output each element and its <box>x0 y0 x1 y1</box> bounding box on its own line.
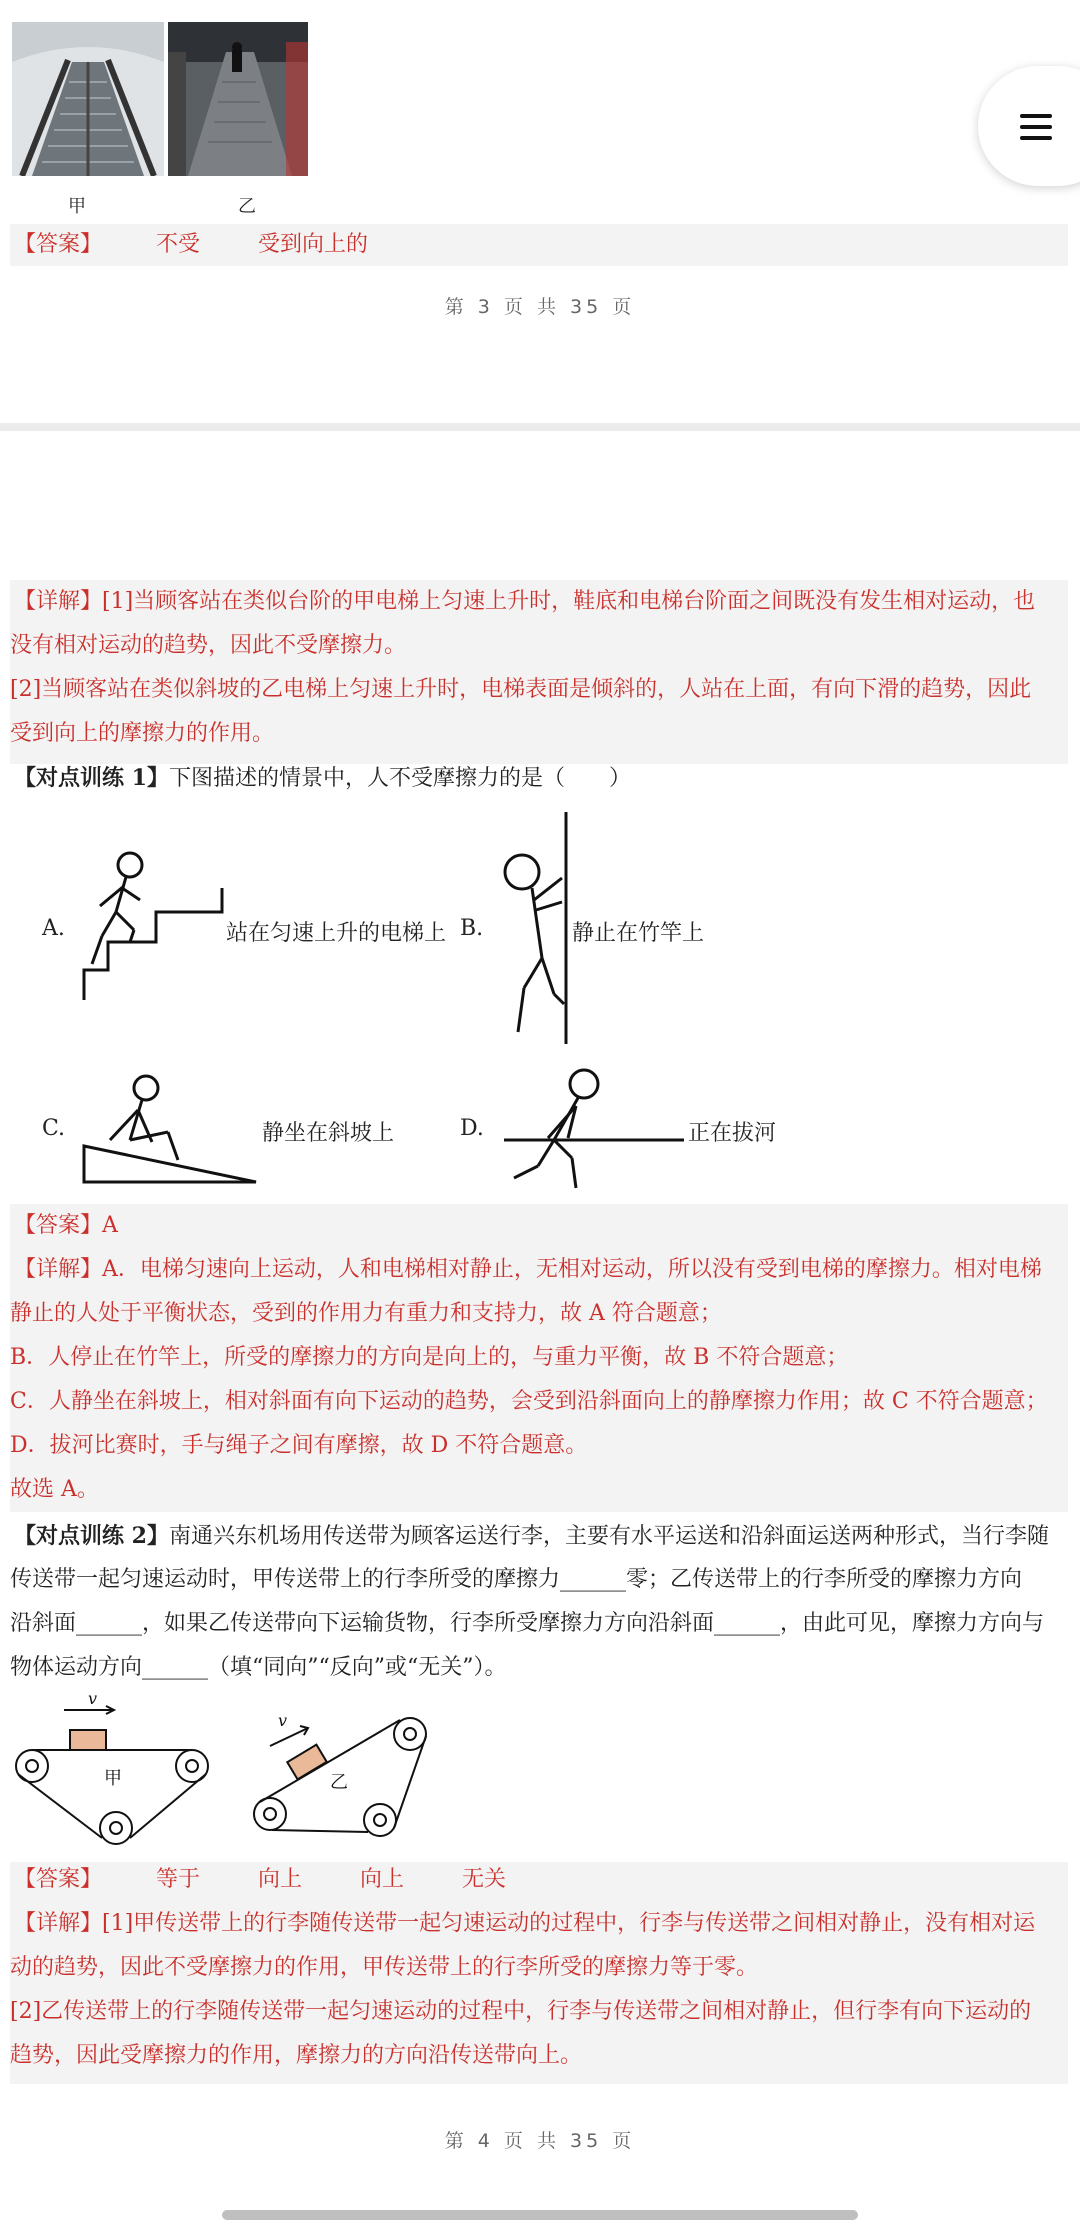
q1-option-d-letter: D. <box>460 1116 484 1141</box>
detail1-line-4: 受到向上的摩擦力的作用。 <box>10 721 275 746</box>
stickman-tug-of-war-figure <box>500 1066 690 1192</box>
q1-detail-line-1: 【详解】A．电梯匀速向上运动，人和电梯相对静止，无相对运动，所以没有受到电梯的摩擦力。相对电梯 <box>14 1257 1042 1282</box>
detail1-line-2: 没有相对运动的趋势，因此不受摩擦力。 <box>10 633 407 658</box>
menu-button[interactable] <box>978 66 1080 186</box>
horizontal-scrollbar[interactable] <box>222 2210 858 2220</box>
q2-line-3: 沿斜面______，如果乙传送带向下运输货物，行李所受摩擦力方向沿斜面______，由此可见，摩擦力方向与 <box>10 1611 1045 1636</box>
page-footer-4: 第 4 页 共 35 页 <box>444 2130 636 2152</box>
q2-answer-value-3: 向上 <box>360 1867 405 1892</box>
q2-answer-value-2: 向上 <box>258 1867 303 1892</box>
q1-detail-line-4: C．人静坐在斜坡上，相对斜面有向下运动的趋势，会受到沿斜面向上的静摩擦力作用；故 C 不符合题意； <box>10 1389 1048 1414</box>
answer-value-top-1: 不受 <box>156 232 201 257</box>
velocity-label-yi: v <box>278 1711 288 1730</box>
q2-detail-line-1: 【详解】[1]甲传送带上的行李随传送带一起匀速运动的过程中，行李与传送带之间相对静止，没有相对运 <box>14 1911 1036 1936</box>
q1-stem: 下图描述的情景中，人不受摩擦力的是（ ） <box>168 766 631 791</box>
hamburger-menu-icon <box>1020 114 1052 118</box>
photo-caption-jia: 甲 <box>68 196 86 217</box>
q2-detail-line-2: 动的趋势，因此不受摩擦力的作用，甲传送带上的行李所受的摩擦力等于零。 <box>10 1955 759 1980</box>
q2-line-2: 传送带一起匀速运动时，甲传送带上的行李所受的摩擦力______零；乙传送带上的行李所受的摩擦力方向 <box>10 1567 1023 1592</box>
q2-line-1 <box>14 1514 1049 1559</box>
conveyor-belt-figure <box>8 1690 448 1860</box>
q1-detail-line-2: 静止的人处于平衡状态，受到的作用力有重力和支持力，故 A 符合题意； <box>10 1301 722 1326</box>
q1-detail-line-5: D．拔河比赛时，手与绳子之间有摩擦，故 D 不符合题意。 <box>10 1433 588 1458</box>
q2-detail-line-4: 趋势，因此受摩擦力的作用，摩擦力的方向沿传送带向上。 <box>10 2043 583 2068</box>
stickman-on-pole-figure <box>496 812 576 1044</box>
photo-caption-yi: 乙 <box>238 196 256 217</box>
page-footer-3: 第 3 页 共 35 页 <box>444 296 636 318</box>
q1-option-d-text: 正在拔河 <box>688 1121 777 1146</box>
detail1-line-3: [2]当顾客站在类似斜坡的乙电梯上匀速上升时，电梯表面是倾斜的，人站在上面，有向下滑的趋势，因此 <box>10 677 1032 702</box>
q1-stem-row <box>14 756 631 801</box>
q1-option-c-letter: C. <box>42 1116 66 1141</box>
q2-line-4: 物体运动方向______（填“同向”“反向”或“无关”）。 <box>10 1655 507 1680</box>
answer-value-top-2: 受到向上的 <box>258 232 369 257</box>
q1-detail-line-3: B．人停止在竹竿上，所受的摩擦力的方向是向上的，与重力平衡，故 B 不符合题意； <box>10 1345 849 1370</box>
escalator-photo-jia <box>12 22 164 176</box>
q1-option-a-letter: A. <box>42 916 65 941</box>
q2-detail-line-3: [2]乙传送带上的行李随传送带一起匀速运动的过程中，行李与传送带之间相对静止，但行李有向下运动的 <box>10 1999 1032 2024</box>
page-separator <box>0 423 1080 431</box>
detail1-line-1: 【详解】[1]当顾客站在类似台阶的甲电梯上匀速上升时，鞋底和电梯台阶面之间既没有发生相对运动，也 <box>14 589 1036 614</box>
q1-title: 【对点训练 1】 <box>14 765 169 791</box>
q2-title: 【对点训练 2】 <box>14 1523 169 1549</box>
q1-option-c-text: 静坐在斜坡上 <box>262 1121 395 1146</box>
velocity-label-jia: v <box>88 1690 98 1708</box>
q2-text-1: 南通兴东机场用传送带为顾客运送行李，主要有水平运送和沿斜面运送两种形式，当行李随 <box>168 1524 1049 1549</box>
stickman-on-stairs-figure <box>78 850 228 1010</box>
q2-answer-value-1: 等于 <box>156 1867 201 1892</box>
q1-option-a-text: 站在匀速上升的电梯上 <box>226 921 447 946</box>
answer-label-top: 【答案】 <box>14 232 103 257</box>
q1-detail-line-6: 故选 A。 <box>10 1477 99 1502</box>
q2-answer-label: 【答案】 <box>14 1867 103 1892</box>
escalator-photo-yi <box>168 22 308 176</box>
stickman-on-slope-figure <box>80 1070 260 1186</box>
q1-option-b-text: 静止在竹竿上 <box>572 921 705 946</box>
q1-option-b-letter: B. <box>460 916 484 941</box>
q2-answer-value-4: 无关 <box>462 1867 507 1892</box>
belt-label-yi: 乙 <box>330 1772 348 1793</box>
belt-label-jia: 甲 <box>104 1768 122 1789</box>
q1-answer: 【答案】A <box>14 1213 118 1238</box>
